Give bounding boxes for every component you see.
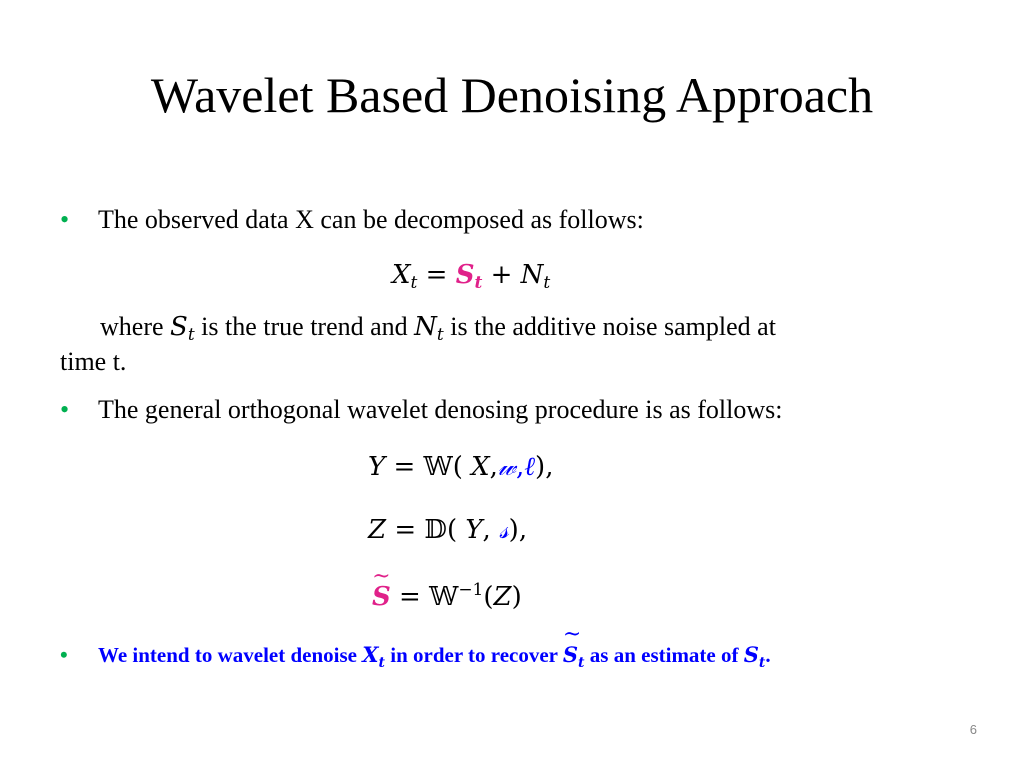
bullet-text: We intend to wavelet denoise $X_t$ in order to recover ~ $S_t$ as an estimate of $S_t$. xyxy=(98,640,771,670)
level-param: ℓ xyxy=(524,452,536,482)
bullet-marker: • xyxy=(60,642,68,667)
bullet-marker: • xyxy=(60,205,70,234)
where-line: where $S_t$ is the true trend and $N_t$ is the additive noise sampled at xyxy=(100,312,776,345)
estimated-signal: ~ S xyxy=(372,580,391,614)
page-number: 6 xyxy=(969,722,977,737)
wavelet-filter-param: 𝓌 xyxy=(497,452,516,482)
bullet-text: The general orthogonal wavelet denosing procedure is as follows: xyxy=(98,395,783,424)
threshold-param: 𝓈 xyxy=(499,515,509,545)
slide-title: Wavelet Based Denoising Approach xyxy=(150,67,874,123)
signal-term: $S_t$ xyxy=(455,260,483,293)
equation-denoise: Z = 𝔻( Y, 𝓈), xyxy=(368,515,528,545)
bullet-text: The observed data X can be decomposed as follows: xyxy=(98,205,644,234)
equation-inverse: ~ S = 𝕎$^{-1}$(Z) xyxy=(372,580,522,614)
equation-transform: Y = 𝕎( X,𝓌,ℓ), xyxy=(368,452,554,482)
equation-decomposition: $X_t = S_t + N_t$ xyxy=(392,260,551,293)
bullet-marker: • xyxy=(60,395,70,424)
where-line-continued: time t. xyxy=(60,347,127,376)
